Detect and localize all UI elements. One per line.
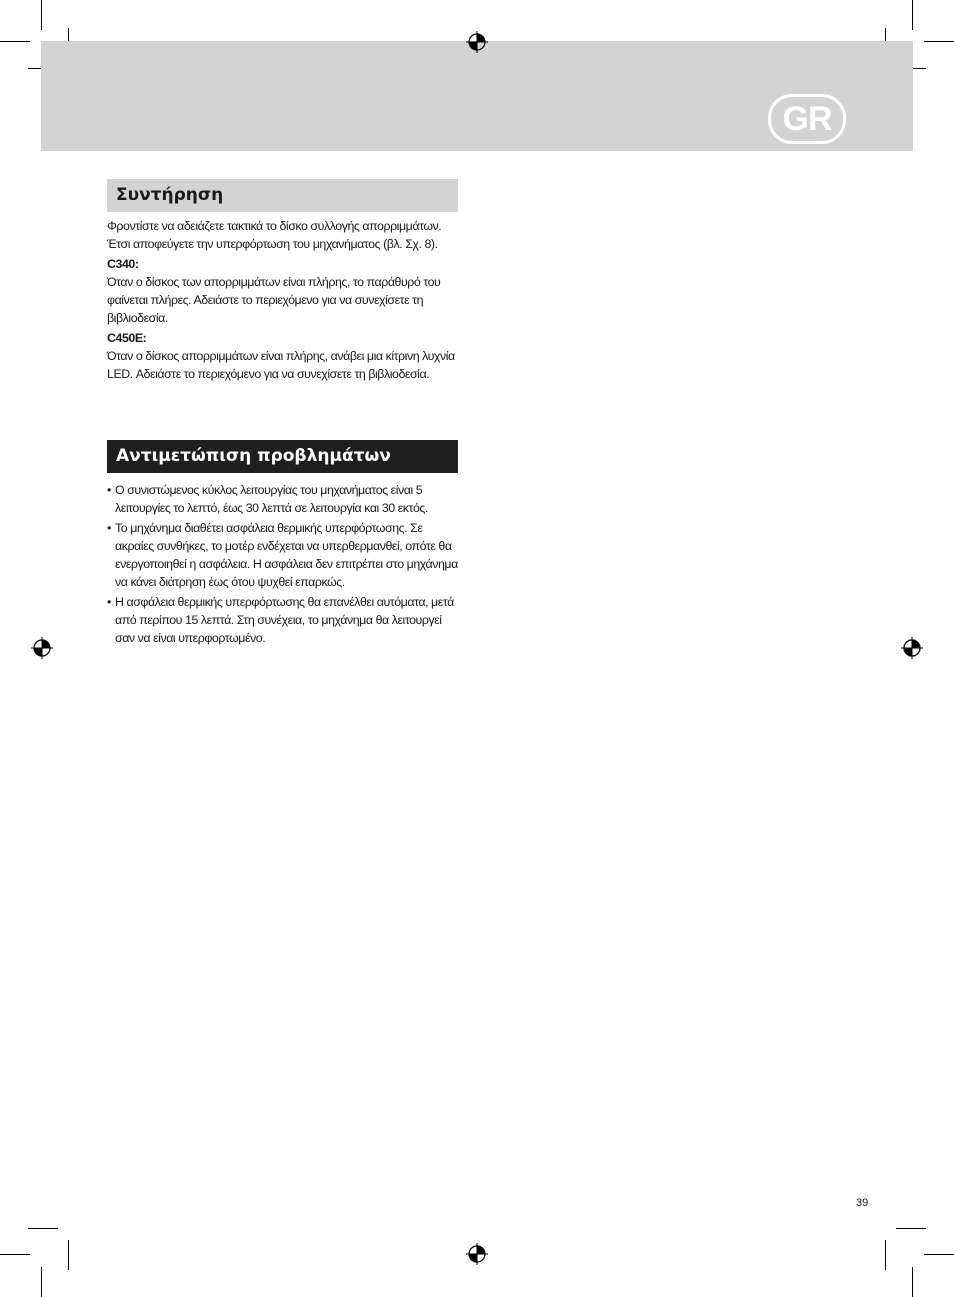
registration-mark-icon xyxy=(466,1243,488,1265)
crop-mark xyxy=(885,1240,886,1270)
maintenance-body xyxy=(107,217,459,383)
list-item xyxy=(107,519,459,591)
model-label-c340: C340: xyxy=(107,257,139,271)
page-number: 39 xyxy=(856,1197,869,1209)
crop-mark xyxy=(912,0,913,30)
list-item xyxy=(107,593,459,647)
model-label-c450e: C450E: xyxy=(107,331,147,345)
crop-mark xyxy=(912,1267,913,1297)
troubleshooting-heading: Αντιμετώπιση προβλημάτων xyxy=(107,440,458,473)
crop-mark xyxy=(28,1228,58,1229)
crop-mark xyxy=(41,1267,42,1297)
registration-mark-icon xyxy=(31,637,53,659)
crop-mark xyxy=(924,41,954,42)
troubleshooting-body xyxy=(107,481,459,649)
bullet-icon: • xyxy=(107,595,111,609)
crop-mark xyxy=(0,41,30,42)
registration-mark-icon xyxy=(466,31,488,53)
crop-mark xyxy=(0,1254,30,1255)
maintenance-intro: Φροντίστε να αδειάζετε τακτικά το δίσκο συλλογής απορριμμάτων. Έτσι αποφεύγετε την υπερφόρτωση του μηχανήματος (βλ. Σχ. 8). xyxy=(107,219,442,251)
maintenance-heading: Συντήρηση xyxy=(107,179,458,212)
model-text-c340: Όταν ο δίσκος των απορριμμάτων είναι πλήρης, το παράθυρό του φαίνεται πλήρες. Αδειάστε το περιεχόμενο για να συνεχίσετε τη βιβλιοδεσία. xyxy=(107,275,441,325)
language-badge: GR xyxy=(768,94,846,144)
crop-mark xyxy=(896,1228,926,1229)
troubleshooting-list xyxy=(107,481,459,647)
crop-mark xyxy=(924,1254,954,1255)
list-item xyxy=(107,481,459,517)
model-text-c450e: Όταν ο δίσκος απορριμμάτων είναι πλήρης, ανάβει μια κίτρινη λυχνία LED. Αδειάστε το περιεχόμενο για να συνεχίσετε τη βιβλιοδεσία. xyxy=(107,349,455,381)
list-item-text: Το μηχάνημα διαθέτει ασφάλεια θερμικής υπερφόρτωσης. Σε ακραίες συνθήκες, το μοτέρ ενδέχεται να υπερθερμανθεί, οπότε θα ενεργοποιηθεί η ασφάλεια. Η ασφάλεια δεν επιτρέπει στο μηχάνημα να κάνει διάτρηση έως ότου ψυχθεί επαρκώς. xyxy=(115,521,458,589)
bullet-icon: • xyxy=(107,483,111,497)
list-item-text: Η ασφάλεια θερμικής υπερφόρτωσης θα επανέλθει αυτόματα, μετά από περίπου 15 λεπτά. Στη συνέχεια, το μηχάνημα θα λειτουργεί σαν να είναι υπερφορτωμένο. xyxy=(115,595,454,645)
bullet-icon: • xyxy=(107,521,111,535)
crop-mark xyxy=(41,0,42,30)
crop-mark xyxy=(68,1240,69,1270)
list-item-text: Ο συνιστώμενος κύκλος λειτουργίας του μηχανήματος είναι 5 λειτουργίες το λεπτό, έως 30 λεπτά σε λειτουργία και 30 εκτός. xyxy=(115,483,428,515)
registration-mark-icon xyxy=(901,637,923,659)
